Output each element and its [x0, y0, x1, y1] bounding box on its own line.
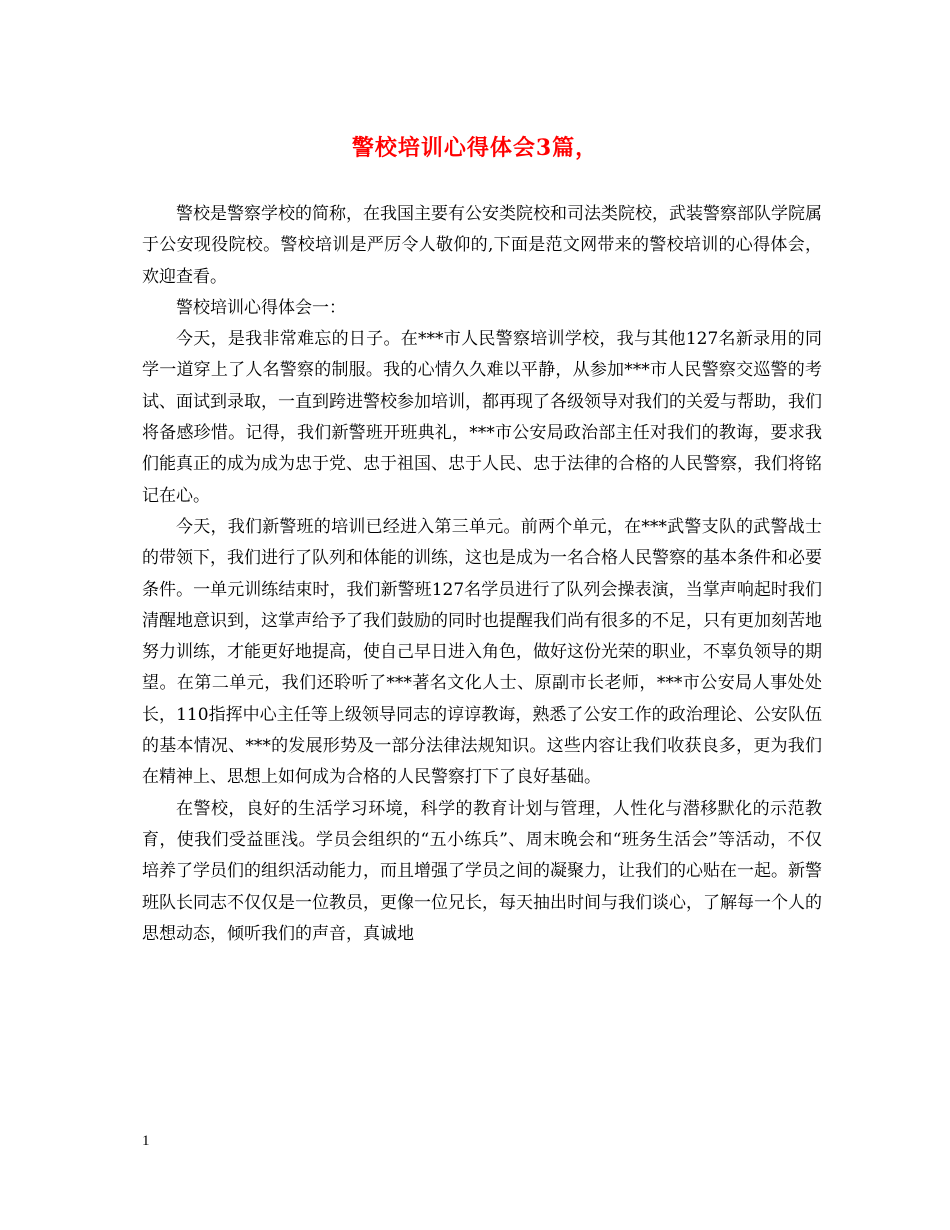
page-number: 1	[142, 1133, 150, 1149]
paragraph: 警校培训心得体会一：	[176, 297, 346, 318]
document-body	[142, 199, 822, 950]
paragraph: 今天，我们新警班的培训已经进入第三单元。前两个单元，在***武警支队的武警战士的带领下，我们进行了队列和体能的训练，这也是成为一名合格人民警察的基本条件和必要条件。一单元训练结束时，我们新警班127名学员进行了队列会操表演，当掌声响起时我们清醒地意识到，这掌声给予了我们鼓励的同时也提醒我们尚有很多的不足，只有更加刻苦地努力训练，才能更好地提高，使自己早日进入角色，做好这份光荣的职业，不辜负领导的期望。在第二单元，我们还聆听了***著名文化人士、原副市长老师，***市公安局人事处处长，110指挥中心主任等上级领导同志的谆谆教诲，熟悉了公安工作的政治理论、公安队伍的基本情况、***的发展形势及一部分法律法规知识。这些内容让我们收获良多，更为我们在精神上、思想上如何成为合格的人民警察打下了良好基础。	[142, 516, 822, 788]
paragraph: 今天，是我非常难忘的日子。在***市人民警察培训学校，我与其他127名新录用的同学一道穿上了人名警察的制服。我的心情久久难以平静，从参加***市人民警察交巡警的考试、面试到录取，一直到跨进警校参加培训，都再现了各级领导对我们的关爱与帮助，我们将备感珍惜。记得，我们新警班开班典礼，***市公安局政治部主任对我们的教诲，要求我们能真正的成为成为忠于党、忠于祖国、忠于人民、忠于法律的合格的人民警察，我们将铭记在心。	[142, 329, 822, 506]
paragraph: 警校是警察学校的简称，在我国主要有公安类院校和司法类院校，武装警察部队学院属于公安现役院校。警校培训是严厉令人敬仰的,下面是范文网带来的警校培训的心得体会，欢迎查看。	[142, 204, 822, 287]
paragraph: 在警校，良好的生活学习环境，科学的教育计划与管理，人性化与潜移默化的示范教育，使我们受益匪浅。学员会组织的“五小练兵”、周末晚会和“班务生活会”等活动，不仅培养了学员们的组织活动能力，而且增强了学员之间的凝聚力，让我们的心贴在一起。新警班队长同志不仅仅是一位教员，更像一位兄长，每天抽出时间与我们谈心，了解每一个人的思想动态，倾听我们的声音，真诚地	[142, 798, 822, 944]
document-title: 警校培训心得体会3篇，	[351, 135, 599, 161]
